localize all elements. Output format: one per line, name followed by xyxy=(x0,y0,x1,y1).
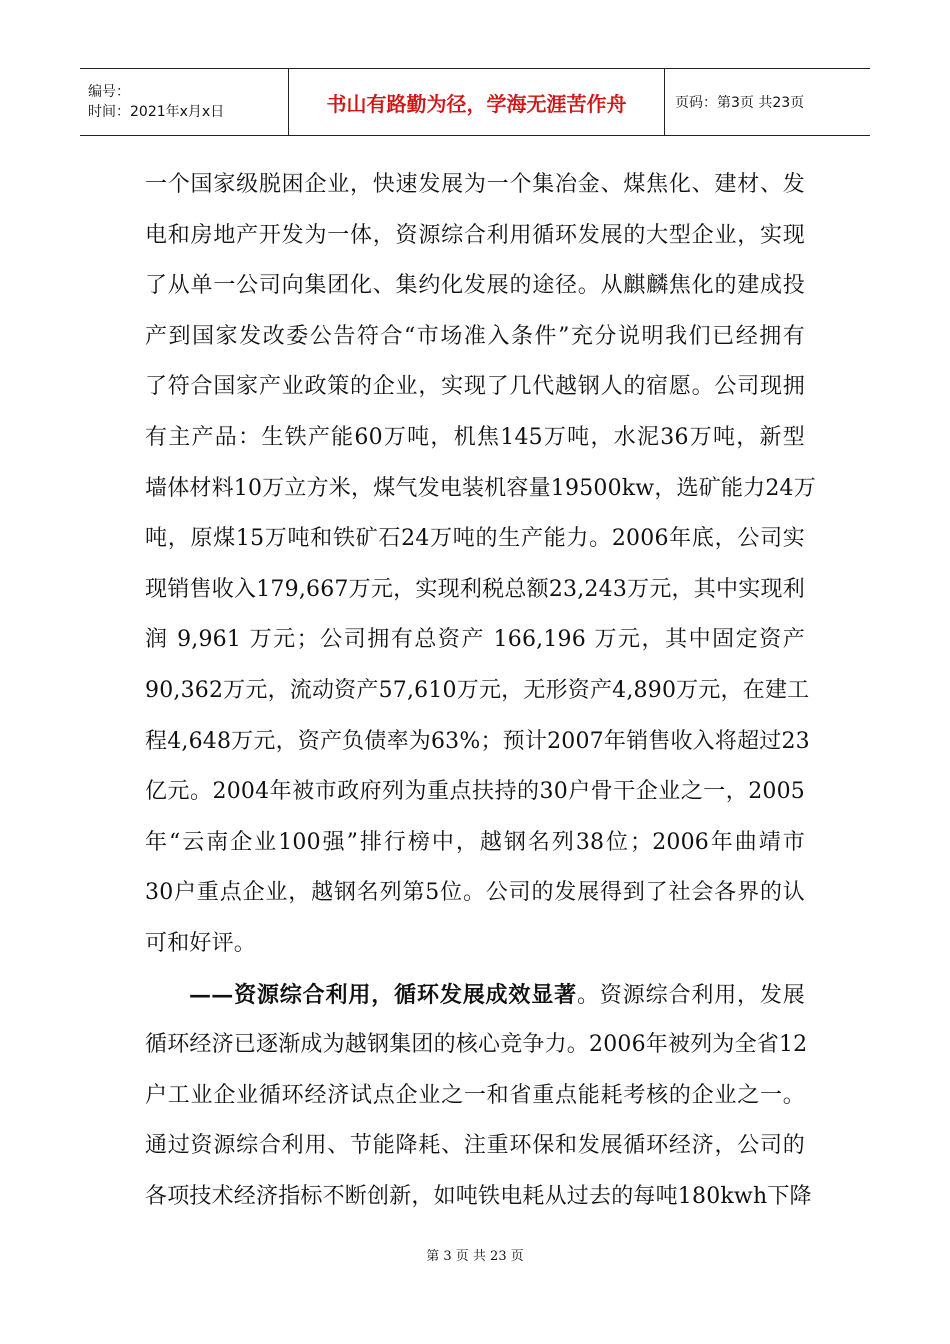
body-line: 现销售收入179,667万元，实现利税总额23,243万元，其中实现利 xyxy=(145,576,805,602)
document-date-label: 时间：2021年x月x日 xyxy=(88,104,225,120)
document-number-label: 编号： xyxy=(88,84,130,100)
body-line: 可和好评。 xyxy=(145,930,257,956)
body-line: 有主产品：生铁产能60万吨，机焦145万吨，水泥36万吨，新型 xyxy=(145,424,805,450)
body-line: 润 9,961 万元；公司拥有总资产 166,196 万元，其中固定资产 xyxy=(145,627,805,653)
body-line: 通过资源综合利用、节能降耗、注重环保和发展循环经济，公司的 xyxy=(145,1133,805,1159)
body-line: 90,362万元，流动资产57,610万元，无形资产4,890万元，在建工 xyxy=(145,677,810,703)
body-line: 墙体材料10万立方米，煤气发电装机容量19500kw，选矿能力24万 xyxy=(145,475,816,501)
header-motto: 书山有路勤为径，学海无涯苦作舟 xyxy=(289,69,665,135)
body-line: 吨，原煤15万吨和铁矿石24万吨的生产能力。2006年底，公司实 xyxy=(145,526,805,552)
body-line: 了从单一公司向集团化、集约化发展的途径。从麒麟焦化的建成投 xyxy=(145,273,805,299)
header-meta xyxy=(80,69,289,135)
body-line: 循环经济已逐渐成为越钢集团的核心竞争力。2006年被列为全省12 xyxy=(145,1032,808,1058)
page-footer: 第 3 页 共 23 页 xyxy=(426,1249,524,1264)
body-line: 30户重点企业，越钢名列第5位。公司的发展得到了社会各界的认 xyxy=(145,880,805,906)
paragraph-2-first-line xyxy=(145,970,805,1021)
body-line: 电和房地产开发为一体，资源综合利用循环发展的大型企业，实现 xyxy=(145,222,805,248)
body-line: 户工业企业循环经济试点企业之一和省重点能耗考核的企业之一。 xyxy=(145,1082,805,1108)
body-line: 程4,648万元，资产负债率为63%；预计2007年销售收入将超过23 xyxy=(145,728,810,754)
section-heading: ——资源综合利用，循环发展成效显著 xyxy=(189,981,578,1008)
page-header xyxy=(80,68,870,136)
header-page-label: 页码：第3页 共23页 xyxy=(675,95,805,111)
body-line: 年“云南企业100强”排行榜中，越钢名列38位；2006年曲靖市 xyxy=(145,829,805,855)
document-body xyxy=(145,160,816,1222)
body-line: 一个国家级脱困企业，快速发展为一个集冶金、煤焦化、建材、发 xyxy=(145,172,805,197)
section-heading-rest: 。资源综合利用，发展 xyxy=(577,982,805,1008)
body-line: 亿元。2004年被市政府列为重点扶持的30户骨干企业之一，2005 xyxy=(145,779,805,805)
body-line: 产到国家发改委公告符合“市场准入条件”充分说明我们已经拥有 xyxy=(145,323,805,349)
body-line: 各项技术经济指标不断创新，如吨铁电耗从过去的每吨180kwh下降 xyxy=(145,1183,812,1209)
body-line: 了符合国家产业政策的企业，实现了几代越钢人的宿愿。公司现拥 xyxy=(145,374,805,400)
